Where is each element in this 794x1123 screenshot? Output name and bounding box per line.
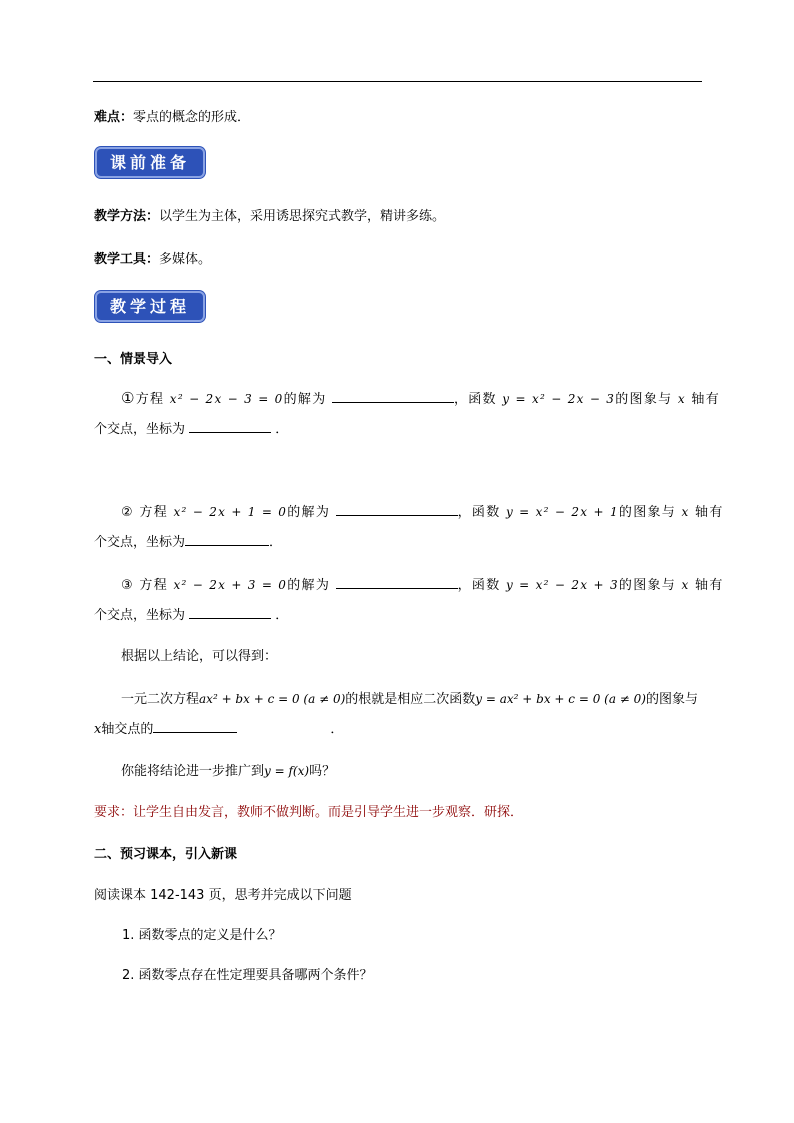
conclusion-line2-text: 轴交点的 [101,722,154,737]
question-2-post: 的图象与 [618,505,682,520]
question-2-function: y = x² − 2x + 1 [505,505,619,519]
question-2-pre: 方程 [133,505,174,520]
question-1-post: 的图象与 [615,392,678,407]
question-3-pre: 方程 [133,578,174,593]
question-3-line-2 [94,604,288,623]
requirement-note: 要求：让学生自由发言，教师不做判断。而是引导学生进一步观察．研探． [94,805,524,820]
question-1-number: ① [121,389,136,407]
conclusion-post: 的图象与 [645,692,698,707]
question-2-line2-pre: 个交点，坐标为 [94,535,186,550]
conclusion-line-1 [121,688,698,707]
question-1-func-pre: ，函数 [453,392,503,407]
question-2-x: x [681,505,690,519]
question-1-line-2 [94,418,288,437]
difficulty-text: 零点的概念的形成． [133,110,251,125]
question-3-func-pre: ，函数 [457,578,506,593]
question-3-x: x [681,578,690,592]
question-2-blank-coords[interactable] [185,533,269,546]
question-1-line2-end: ． [275,422,289,437]
conclusion-equation: ax² + bx + c = 0 (a ≠ 0) [199,692,346,706]
question-1-function: y = x² − 2x − 3 [502,392,616,406]
generalize-line [121,760,335,779]
conclusion-blank[interactable] [153,720,237,733]
method-label: 教学方法： [94,209,160,224]
question-3-line-1 [121,574,724,593]
question-3-line2-end: ． [275,608,289,623]
difficulty-label: 难点： [94,110,134,125]
generalize-function: y = f(x) [264,764,310,778]
question-1-line2-pre: 个交点，坐标为 [94,422,186,437]
conclusion-function: y = ax² + bx + c = 0 (a ≠ 0) [475,692,646,706]
question-1-line-1 [121,388,720,407]
question-2-equation: x² − 2x + 1 = 0 [173,505,288,519]
question-2-func-pre: ，函数 [457,505,506,520]
tools-line [94,248,211,267]
banner-process: 教学过程 [97,293,203,320]
question-1-equation: x² − 2x − 3 = 0 [169,392,284,406]
conclusion-line2-end: ． [330,722,344,737]
list-item: 2. 函数零点存在性定理要具备哪两个条件？ [122,968,373,983]
question-3-blank-coords[interactable] [189,606,271,619]
question-1-x: x [677,392,686,406]
question-2-number: ② [121,505,134,520]
conclusion-pre: 一元二次方程 [121,692,200,707]
question-3-number: ③ [121,578,134,593]
question-1-blank-coords[interactable] [189,420,271,433]
header-rule [93,81,702,82]
question-1-tail: 轴有 [685,392,721,407]
banner-prep: 课前准备 [97,149,203,176]
reading-instruction: 阅读课本 142-143 页，思考并完成以下问题 [94,888,352,903]
generalize-post: 吗？ [309,764,336,779]
section-title-1: 一、情景导入 [94,352,173,367]
question-3-tail: 轴有 [689,578,724,593]
conclusion-x: x [94,722,102,737]
list-item: 1. 函数零点的定义是什么？ [122,928,282,943]
question-1-blank-solution[interactable] [332,390,454,403]
generalize-pre: 你能将结论进一步推广到 [121,764,265,779]
question-3-blank-solution[interactable] [336,576,458,589]
question-3-mid: 的解为 [287,578,331,593]
conclusion-line-2 [94,718,343,737]
section-title-2: 二、预习课本，引入新课 [94,847,238,862]
conclusion-mid: 的根就是相应二次函数 [345,692,476,707]
question-2-mid: 的解为 [287,505,331,520]
question-2-line2-end: ． [269,535,283,550]
conclusion-intro: 根据以上结论，可以得到： [121,649,278,664]
question-1-pre: 方程 [135,392,170,407]
question-2-blank-solution[interactable] [336,503,458,516]
question-1-mid: 的解为 [283,392,327,407]
question-3-function: y = x² − 2x + 3 [505,578,619,592]
tools-text: 多媒体。 [159,252,212,267]
question-2-tail: 轴有 [689,505,724,520]
method-line [94,205,445,224]
question-3-post: 的图象与 [618,578,682,593]
difficulty-line [94,106,250,125]
question-3-line2-pre: 个交点，坐标为 [94,608,186,623]
question-2-line-1 [121,501,724,520]
question-3-equation: x² − 2x + 3 = 0 [173,578,288,592]
method-text: 以学生为主体，采用诱思探究式教学，精讲多练。 [159,209,446,224]
tools-label: 教学工具： [94,252,160,267]
question-2-line-2 [94,531,282,550]
